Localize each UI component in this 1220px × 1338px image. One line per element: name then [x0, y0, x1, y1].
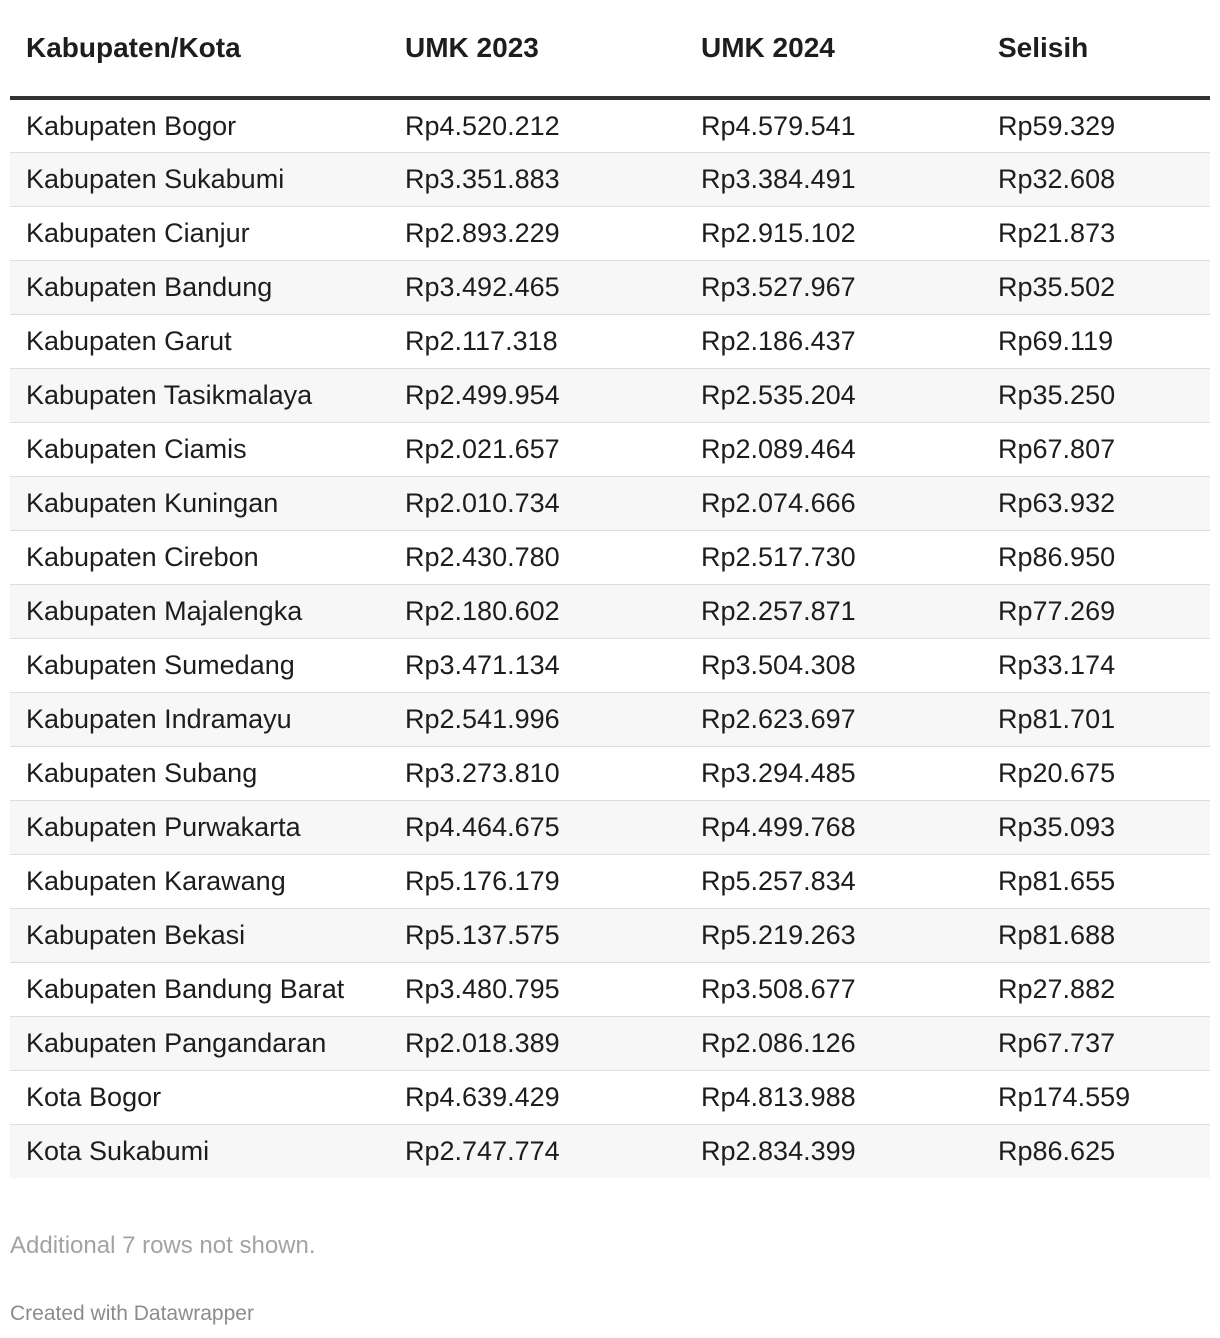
region-cell: Kabupaten Sukabumi	[10, 152, 389, 206]
rows-hidden-note: Additional 7 rows not shown.	[10, 1232, 316, 1259]
region-cell: Kabupaten Majalengka	[10, 584, 389, 638]
selisih-cell: Rp33.174	[982, 638, 1210, 692]
table-row	[10, 908, 1210, 962]
table-row	[10, 692, 1210, 746]
selisih-cell: Rp21.873	[982, 206, 1210, 260]
umk-2023-cell: Rp3.492.465	[389, 260, 685, 314]
umk-2023-cell: Rp2.499.954	[389, 368, 685, 422]
umk-2023-cell: Rp4.520.212	[389, 98, 685, 152]
table-row	[10, 422, 1210, 476]
table-row	[10, 1070, 1210, 1124]
umk-2024-cell: Rp2.834.399	[685, 1124, 982, 1178]
umk-2023-cell: Rp3.480.795	[389, 962, 685, 1016]
selisih-cell: Rp32.608	[982, 152, 1210, 206]
region-cell: Kota Bogor	[10, 1070, 389, 1124]
umk-2024-cell: Rp2.517.730	[685, 530, 982, 584]
umk-2023-cell: Rp2.541.996	[389, 692, 685, 746]
umk-2023-cell: Rp5.137.575	[389, 908, 685, 962]
table-row	[10, 530, 1210, 584]
umk-2024-cell: Rp2.535.204	[685, 368, 982, 422]
region-cell: Kabupaten Bandung	[10, 260, 389, 314]
umk-table	[10, 0, 1210, 1178]
selisih-cell: Rp81.701	[982, 692, 1210, 746]
umk-2023-cell: Rp2.747.774	[389, 1124, 685, 1178]
selisih-cell: Rp67.807	[982, 422, 1210, 476]
selisih-cell: Rp35.250	[982, 368, 1210, 422]
umk-2024-cell: Rp2.915.102	[685, 206, 982, 260]
table-row	[10, 368, 1210, 422]
umk-2024-cell: Rp2.623.697	[685, 692, 982, 746]
table-header	[10, 0, 1210, 98]
region-cell: Kabupaten Subang	[10, 746, 389, 800]
region-cell: Kabupaten Ciamis	[10, 422, 389, 476]
region-cell: Kabupaten Purwakarta	[10, 800, 389, 854]
region-cell: Kabupaten Cirebon	[10, 530, 389, 584]
region-cell: Kota Sukabumi	[10, 1124, 389, 1178]
region-cell: Kabupaten Kuningan	[10, 476, 389, 530]
region-cell: Kabupaten Bogor	[10, 98, 389, 152]
region-cell: Kabupaten Pangandaran	[10, 1016, 389, 1070]
selisih-cell: Rp35.502	[982, 260, 1210, 314]
umk-2024-cell: Rp4.499.768	[685, 800, 982, 854]
table-row	[10, 1124, 1210, 1178]
selisih-cell: Rp27.882	[982, 962, 1210, 1016]
umk-2024-cell: Rp2.074.666	[685, 476, 982, 530]
umk-2024-cell: Rp3.384.491	[685, 152, 982, 206]
table-row	[10, 800, 1210, 854]
table-row	[10, 1016, 1210, 1070]
umk-2023-cell: Rp3.471.134	[389, 638, 685, 692]
umk-2023-cell: Rp2.180.602	[389, 584, 685, 638]
table-row	[10, 260, 1210, 314]
umk-2024-cell: Rp5.219.263	[685, 908, 982, 962]
umk-2023-cell: Rp2.021.657	[389, 422, 685, 476]
umk-2024-cell: Rp2.086.126	[685, 1016, 982, 1070]
table-row	[10, 854, 1210, 908]
selisih-cell: Rp174.559	[982, 1070, 1210, 1124]
umk-2023-cell: Rp2.010.734	[389, 476, 685, 530]
umk-2023-cell: Rp3.273.810	[389, 746, 685, 800]
umk-2024-cell: Rp4.813.988	[685, 1070, 982, 1124]
selisih-cell: Rp59.329	[982, 98, 1210, 152]
table-row	[10, 98, 1210, 152]
region-cell: Kabupaten Tasikmalaya	[10, 368, 389, 422]
umk-2023-cell: Rp5.176.179	[389, 854, 685, 908]
selisih-cell: Rp77.269	[982, 584, 1210, 638]
region-cell: Kabupaten Bekasi	[10, 908, 389, 962]
table-row	[10, 638, 1210, 692]
table-row	[10, 746, 1210, 800]
region-cell: Kabupaten Cianjur	[10, 206, 389, 260]
umk-2023-cell: Rp2.018.389	[389, 1016, 685, 1070]
selisih-cell: Rp63.932	[982, 476, 1210, 530]
umk-2024-cell: Rp2.186.437	[685, 314, 982, 368]
header-region: Kabupaten/Kota	[10, 0, 389, 98]
selisih-cell: Rp35.093	[982, 800, 1210, 854]
table-row	[10, 314, 1210, 368]
region-cell: Kabupaten Sumedang	[10, 638, 389, 692]
umk-2024-cell: Rp4.579.541	[685, 98, 982, 152]
umk-2024-cell: Rp2.089.464	[685, 422, 982, 476]
selisih-cell: Rp81.655	[982, 854, 1210, 908]
umk-2024-cell: Rp3.527.967	[685, 260, 982, 314]
umk-2024-cell: Rp5.257.834	[685, 854, 982, 908]
selisih-cell: Rp86.625	[982, 1124, 1210, 1178]
table-row	[10, 476, 1210, 530]
selisih-cell: Rp81.688	[982, 908, 1210, 962]
region-cell: Kabupaten Indramayu	[10, 692, 389, 746]
umk-2024-cell: Rp2.257.871	[685, 584, 982, 638]
table-row	[10, 584, 1210, 638]
umk-2023-cell: Rp4.639.429	[389, 1070, 685, 1124]
umk-2024-cell: Rp3.294.485	[685, 746, 982, 800]
umk-2024-cell: Rp3.504.308	[685, 638, 982, 692]
header-selisih: Selisih	[982, 0, 1210, 98]
table-row	[10, 962, 1210, 1016]
selisih-cell: Rp69.119	[982, 314, 1210, 368]
header-umk-2024: UMK 2024	[685, 0, 982, 98]
region-cell: Kabupaten Garut	[10, 314, 389, 368]
header-row	[10, 0, 1210, 98]
table-body	[10, 98, 1210, 1178]
umk-2023-cell: Rp2.893.229	[389, 206, 685, 260]
datawrapper-table	[10, 0, 1210, 1178]
umk-2023-cell: Rp4.464.675	[389, 800, 685, 854]
umk-2023-cell: Rp2.117.318	[389, 314, 685, 368]
umk-2023-cell: Rp2.430.780	[389, 530, 685, 584]
selisih-cell: Rp20.675	[982, 746, 1210, 800]
table-row	[10, 206, 1210, 260]
header-umk-2023: UMK 2023	[389, 0, 685, 98]
umk-2023-cell: Rp3.351.883	[389, 152, 685, 206]
table-row	[10, 152, 1210, 206]
datawrapper-credit: Created with Datawrapper	[10, 1302, 254, 1325]
umk-2024-cell: Rp3.508.677	[685, 962, 982, 1016]
region-cell: Kabupaten Bandung Barat	[10, 962, 389, 1016]
selisih-cell: Rp67.737	[982, 1016, 1210, 1070]
selisih-cell: Rp86.950	[982, 530, 1210, 584]
region-cell: Kabupaten Karawang	[10, 854, 389, 908]
